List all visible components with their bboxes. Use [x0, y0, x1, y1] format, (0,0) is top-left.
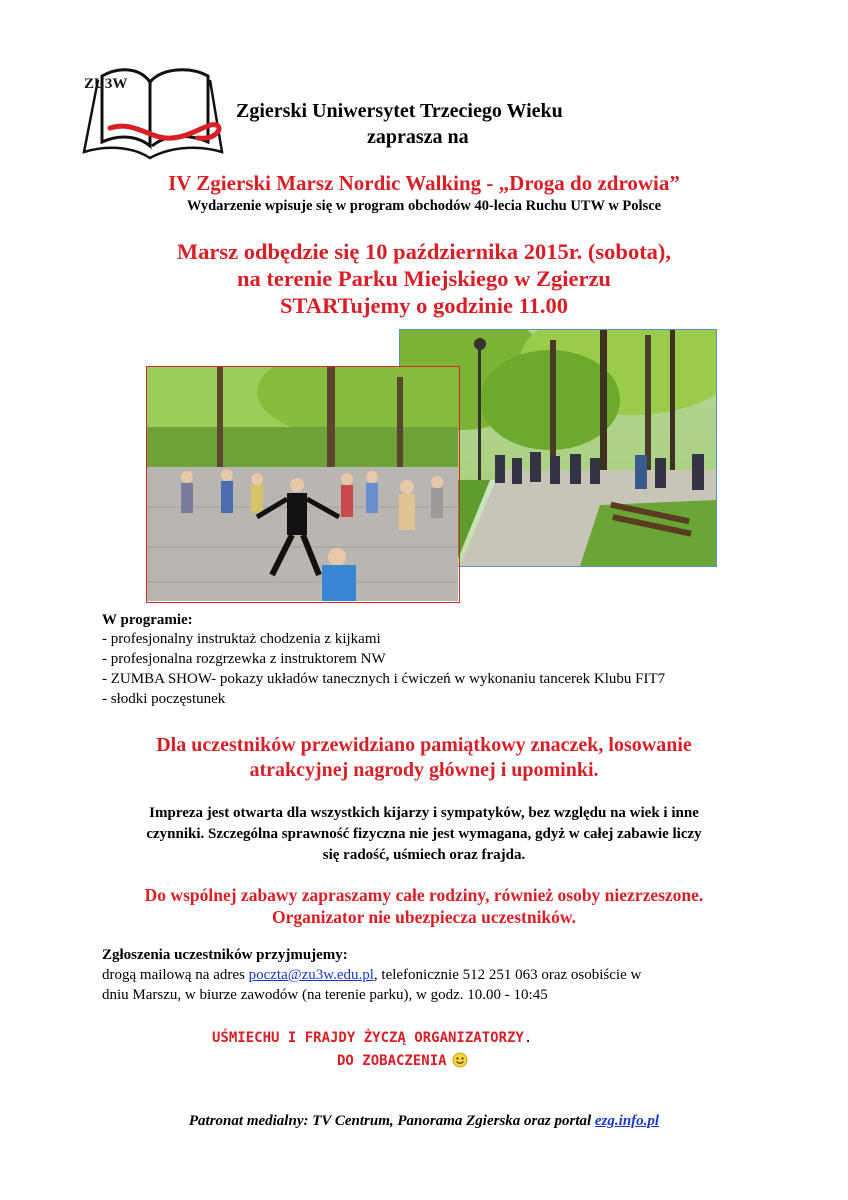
- event-title: IV Zgierski Marsz Nordic Walking - „Droga do zdrowia”: [168, 171, 680, 195]
- see-you-text: DO ZOBACZENIA: [337, 1053, 447, 1069]
- email-link[interactable]: poczta@zu3w.edu.pl: [248, 967, 374, 983]
- wishes-dot: .: [523, 1030, 533, 1046]
- open-book-logo-icon: [80, 68, 226, 164]
- wishes-line-1: [212, 1030, 532, 1046]
- photo-warmup-group: [146, 366, 460, 603]
- smiley-icon: [452, 1052, 468, 1068]
- program-item: - profesjonalna rozgrzewka z instruktorem NW: [102, 651, 386, 667]
- family-line-2: Organizator nie ubezpiecza uczestników.: [272, 907, 576, 927]
- event-place: na terenie Parku Miejskiego w Zgierzu: [237, 266, 611, 291]
- invites-text: zaprasza na: [367, 126, 469, 148]
- patronage-text: Patronat medialny: TV Centrum, Panorama Zgierska oraz portal: [188, 1113, 595, 1129]
- program-item: - słodki poczęstunek: [102, 691, 226, 707]
- zu3w-logo: [80, 68, 226, 164]
- info-line-2: czynniki. Szczególna sprawność fizyczna nie jest wymagana, gdyż w całej zabawie liczy: [146, 826, 702, 842]
- event-date: Marsz odbędzie się 10 października 2015r. (sobota),: [176, 239, 672, 264]
- portal-link[interactable]: ezg.info.pl: [594, 1113, 660, 1129]
- program-item: - ZUMBA SHOW- pokazy układów tanecznych i ćwiczeń w wykonaniu tancerek Klubu FIT7: [102, 671, 666, 687]
- registration-line-2: dniu Marszu, w biurze zawodów (na terenie parku), w godz. 10.00 - 10:45: [102, 987, 548, 1003]
- event-subtitle: Wydarzenie wpisuje się w program obchodów 40-lecia Ruchu UTW w Polsce: [186, 198, 662, 214]
- prizes-line-2: atrakcyjnej nagrody głównej i upominki.: [249, 759, 599, 781]
- registration-heading: Zgłoszenia uczestników przyjmujemy:: [102, 947, 348, 963]
- program-item: - profesjonalny instruktaż chodzenia z kijkami: [102, 631, 381, 647]
- registration-line-1: [102, 967, 641, 984]
- registration-suffix: , telefonicznie 512 251 063 oraz osobiście w: [373, 967, 642, 983]
- program-heading: W programie:: [102, 612, 193, 628]
- organization-name: Zgierski Uniwersytet Trzeciego Wieku: [236, 100, 563, 122]
- family-line-1: Do wspólnej zabawy zapraszamy całe rodziny, również osoby niezrzeszone.: [144, 885, 704, 905]
- event-start-time: STARTujemy o godzinie 11.00: [280, 293, 568, 318]
- prizes-line-1: Dla uczestników przewidziano pamiątkowy znaczek, losowanie: [156, 734, 692, 756]
- info-line-3: się radość, uśmiech oraz frajda.: [322, 847, 526, 863]
- registration-prefix: drogą mailową na adres: [102, 967, 249, 983]
- media-patronage: [0, 1113, 848, 1130]
- logo-letters: ZU3W: [84, 76, 128, 92]
- wishes-text: UŚMIECHU I FRAJDY ŻYCZĄ ORGANIZATORZY: [212, 1030, 524, 1046]
- info-line-1: Impreza jest otwarta dla wszystkich kijarzy i sympatyków, bez względu na wiek i inne: [149, 805, 699, 821]
- wishes-line-2: [337, 1052, 468, 1069]
